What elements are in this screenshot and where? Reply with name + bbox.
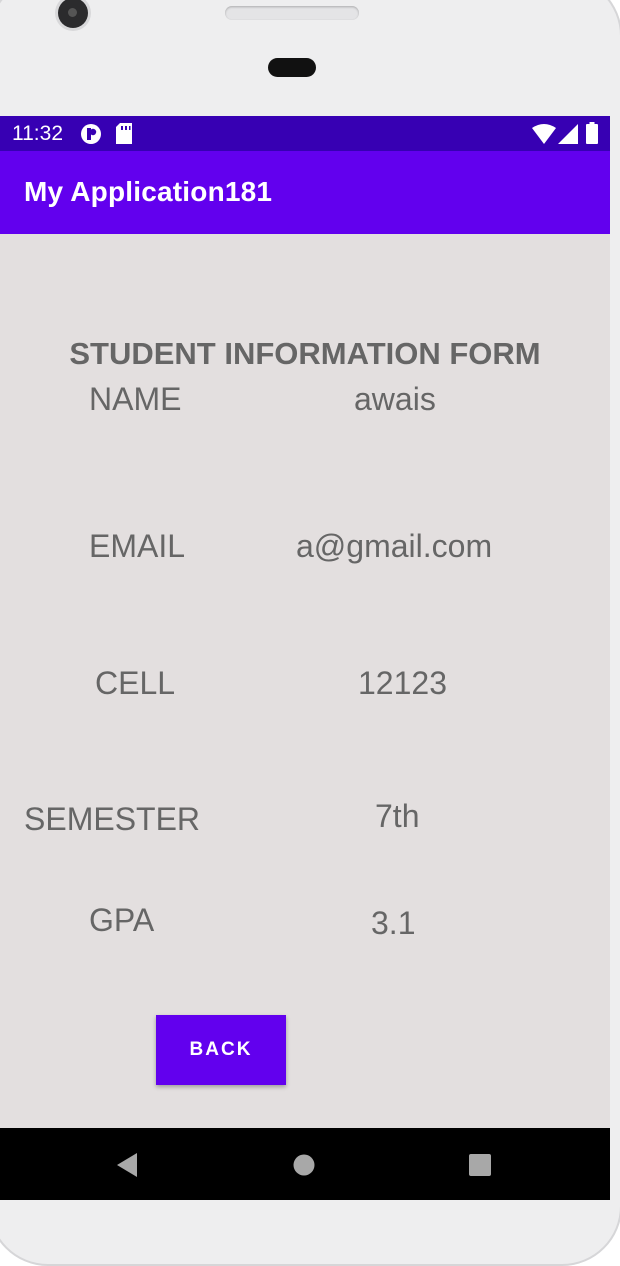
navigation-bar	[0, 1128, 610, 1200]
device-screen	[0, 116, 610, 1200]
cell-label: CELL	[95, 665, 176, 701]
form-title: STUDENT INFORMATION FORM	[69, 336, 541, 371]
email-value: a@gmail.com	[296, 528, 493, 564]
signal-icon	[558, 124, 578, 144]
battery-icon	[586, 122, 598, 144]
recents-square-icon[interactable]	[469, 1154, 491, 1176]
form-content	[0, 234, 610, 1128]
sd-card-icon	[116, 123, 132, 144]
app-bar	[0, 151, 610, 234]
earpiece	[268, 58, 316, 77]
profile-badge-icon	[80, 123, 102, 145]
gpa-label: GPA	[89, 902, 155, 938]
home-circle-icon[interactable]	[293, 1154, 315, 1176]
email-label: EMAIL	[89, 528, 186, 564]
app-title: My Application181	[24, 176, 273, 207]
semester-value: 7th	[375, 798, 420, 834]
back-triangle-icon[interactable]	[115, 1152, 139, 1178]
gpa-value: 3.1	[371, 905, 416, 941]
back-button[interactable]: BACK	[156, 1015, 286, 1085]
wifi-icon	[532, 124, 556, 144]
cell-value: 12123	[358, 665, 447, 701]
speaker-grille	[225, 6, 359, 20]
front-camera	[58, 0, 88, 28]
name-value: awais	[354, 381, 436, 417]
status-time: 11:32	[12, 122, 63, 145]
status-bar	[0, 116, 610, 151]
name-label: NAME	[89, 381, 182, 417]
semester-label: SEMESTER	[24, 801, 201, 837]
